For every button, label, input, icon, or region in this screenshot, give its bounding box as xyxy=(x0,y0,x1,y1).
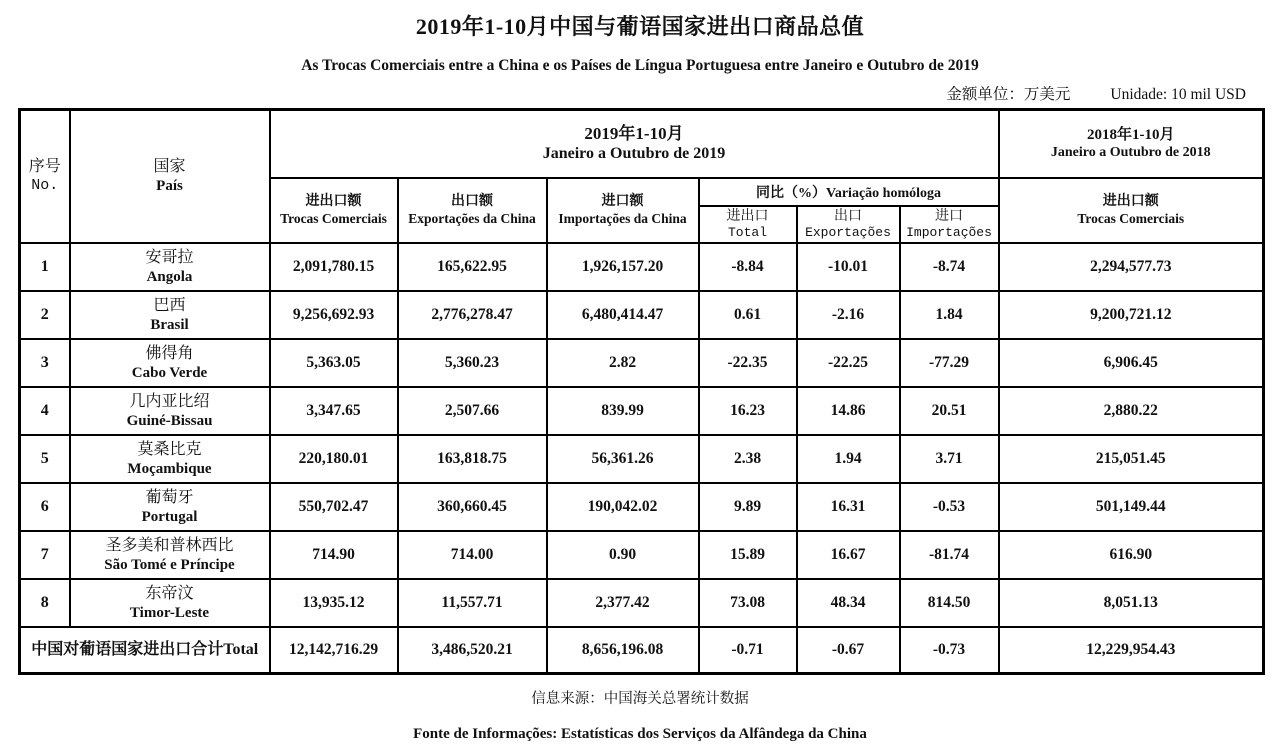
trade-2018-value: 2,294,577.73 xyxy=(999,243,1264,291)
page-title-pt: As Trocas Comerciais entre a China e os Países de Língua Portuguesa entre Janeiro e Outubro de 2019 xyxy=(301,57,979,74)
yoy-export-value: 48.34 xyxy=(797,579,900,627)
total-trade-value: 12,142,716.29 xyxy=(270,627,398,673)
country-cell xyxy=(70,339,270,387)
yoy-export-value: -2.16 xyxy=(797,291,900,339)
country-name-pt: Portugal xyxy=(141,508,198,525)
yoy-total-value: 2.38 xyxy=(699,435,797,483)
imports-value: 6,480,414.47 xyxy=(547,291,699,339)
exports-value: 2,507.66 xyxy=(398,387,547,435)
trade-value: 3,347.65 xyxy=(270,387,398,435)
country-name-zh: 葡萄牙 xyxy=(145,488,194,506)
exports-value: 5,360.23 xyxy=(398,339,547,387)
exports-value: 360,660.45 xyxy=(398,483,547,531)
yoy-import-value: -81.74 xyxy=(900,531,999,579)
total-yoy-total-value: -0.71 xyxy=(699,627,797,673)
row-no: 1 xyxy=(20,243,70,291)
country-name-zh: 几内亚比绍 xyxy=(129,392,210,410)
header-trade-zh: 进出口额 xyxy=(305,194,362,210)
total-yoy-export-value: -0.67 xyxy=(797,627,900,673)
source-note-zh: 信息来源：中国海关总署统计数据 xyxy=(531,690,749,707)
source-note-pt: Fonte de Informações: Estatísticas dos Serviços da Alfândega da China xyxy=(413,725,867,742)
yoy-import-value: -0.53 xyxy=(900,483,999,531)
country-cell xyxy=(70,435,270,483)
yoy-export-value: -10.01 xyxy=(797,243,900,291)
header-period-2018 xyxy=(999,110,1264,178)
table-row xyxy=(20,291,1264,339)
header-yoy-import-zh: 进口 xyxy=(935,208,963,224)
row-no: 8 xyxy=(20,579,70,627)
table-row xyxy=(20,531,1264,579)
trade-value: 5,363.05 xyxy=(270,339,398,387)
header-country xyxy=(70,110,270,244)
header-trade-2018-zh: 进出口额 xyxy=(1102,194,1159,210)
header-period-2018-pt: Janeiro a Outubro de 2018 xyxy=(1050,145,1211,161)
header-trade xyxy=(270,178,398,244)
country-name-pt: Cabo Verde xyxy=(131,364,208,381)
header-trade-pt: Trocas Comerciais xyxy=(280,210,387,226)
header-period-2019-pt: Janeiro a Outubro de 2019 xyxy=(542,145,726,163)
country-cell xyxy=(70,243,270,291)
header-period-2019 xyxy=(270,110,999,178)
page-title-zh: 2019年1-10月中国与葡语国家进出口商品总值 xyxy=(415,14,865,39)
total-yoy-import-value: -0.73 xyxy=(900,627,999,673)
country-name-zh: 圣多美和普林西比 xyxy=(105,536,234,554)
exports-value: 714.00 xyxy=(398,531,547,579)
header-exports-zh: 出口额 xyxy=(451,194,493,210)
country-cell xyxy=(70,531,270,579)
exports-value: 163,818.75 xyxy=(398,435,547,483)
trade-2018-value: 8,051.13 xyxy=(999,579,1264,627)
total-row-label: 中国对葡语国家进出口合计Total xyxy=(20,627,270,673)
header-yoy-export xyxy=(797,206,900,244)
yoy-total-value: 0.61 xyxy=(699,291,797,339)
total-imports-value: 8,656,196.08 xyxy=(547,627,699,673)
trade-value: 2,091,780.15 xyxy=(270,243,398,291)
row-no: 4 xyxy=(20,387,70,435)
header-imports xyxy=(547,178,699,244)
table-row xyxy=(20,387,1264,435)
header-yoy-import xyxy=(900,206,999,244)
trade-value: 714.90 xyxy=(270,531,398,579)
table-row xyxy=(20,483,1264,531)
header-no-pt: No. xyxy=(31,177,59,195)
yoy-total-value: -22.35 xyxy=(699,339,797,387)
header-yoy-total-pt: Total xyxy=(727,225,767,240)
document-header xyxy=(0,0,1280,75)
exports-value: 165,622.95 xyxy=(398,243,547,291)
document-footer xyxy=(0,687,1280,743)
imports-value: 839.99 xyxy=(547,387,699,435)
table-row xyxy=(20,243,1264,291)
yoy-import-value: -8.74 xyxy=(900,243,999,291)
unit-note-pt: Unidade: 10 mil USD xyxy=(1110,86,1246,103)
trade-2018-value: 501,149.44 xyxy=(999,483,1264,531)
country-cell xyxy=(70,579,270,627)
yoy-total-value: -8.84 xyxy=(699,243,797,291)
table-row xyxy=(20,339,1264,387)
row-no: 5 xyxy=(20,435,70,483)
exports-value: 2,776,278.47 xyxy=(398,291,547,339)
yoy-import-value: 814.50 xyxy=(900,579,999,627)
header-yoy-export-zh: 出口 xyxy=(834,208,862,224)
yoy-export-value: -22.25 xyxy=(797,339,900,387)
header-no xyxy=(20,110,70,244)
country-name-pt: São Tomé e Príncipe xyxy=(104,556,235,573)
country-cell xyxy=(70,387,270,435)
country-name-pt: Guiné-Bissau xyxy=(126,412,213,429)
trade-2018-value: 2,880.22 xyxy=(999,387,1264,435)
trade-value: 550,702.47 xyxy=(270,483,398,531)
header-country-pt: País xyxy=(156,178,183,195)
country-name-pt: Timor-Leste xyxy=(129,604,210,621)
yoy-export-value: 14.86 xyxy=(797,387,900,435)
yoy-import-value: -77.29 xyxy=(900,339,999,387)
header-no-zh: 序号 xyxy=(28,158,61,176)
imports-value: 2.82 xyxy=(547,339,699,387)
header-imports-zh: 进口额 xyxy=(601,194,644,210)
yoy-total-value: 16.23 xyxy=(699,387,797,435)
yoy-export-value: 16.31 xyxy=(797,483,900,531)
header-yoy-import-pt: Importações xyxy=(906,225,992,240)
trade-2018-value: 215,051.45 xyxy=(999,435,1264,483)
yoy-import-value: 3.71 xyxy=(900,435,999,483)
header-exports xyxy=(398,178,547,244)
header-yoy-total-zh: 进出口 xyxy=(726,208,769,224)
yoy-import-value: 1.84 xyxy=(900,291,999,339)
total-exports-value: 3,486,520.21 xyxy=(398,627,547,673)
row-no: 7 xyxy=(20,531,70,579)
header-country-zh: 国家 xyxy=(153,158,186,176)
header-yoy-export-pt: Exportações xyxy=(805,225,891,240)
header-period-2018-zh: 2018年1-10月 xyxy=(1087,126,1175,143)
header-imports-pt: Importações da China xyxy=(558,210,687,226)
country-cell xyxy=(70,291,270,339)
header-trade-2018-pt: Trocas Comerciais xyxy=(1077,210,1185,226)
country-name-pt: Brasil xyxy=(150,316,189,333)
row-no: 6 xyxy=(20,483,70,531)
imports-value: 190,042.02 xyxy=(547,483,699,531)
row-no: 3 xyxy=(20,339,70,387)
header-trade-2018 xyxy=(999,178,1264,244)
country-name-pt: Angola xyxy=(146,268,193,285)
exports-value: 11,557.71 xyxy=(398,579,547,627)
table-row xyxy=(20,435,1264,483)
imports-value: 56,361.26 xyxy=(547,435,699,483)
header-period-2019-zh: 2019年1-10月 xyxy=(584,124,684,144)
yoy-total-value: 73.08 xyxy=(699,579,797,627)
header-exports-pt: Exportações da China xyxy=(408,210,536,226)
row-no: 2 xyxy=(20,291,70,339)
total-trade-2018-value: 12,229,954.43 xyxy=(999,627,1264,673)
country-name-zh: 莫桑比克 xyxy=(137,440,202,458)
country-name-pt: Moçambique xyxy=(127,460,212,477)
country-name-zh: 巴西 xyxy=(153,296,186,314)
table-row xyxy=(20,579,1264,627)
imports-value: 1,926,157.20 xyxy=(547,243,699,291)
yoy-total-value: 9.89 xyxy=(699,483,797,531)
country-cell xyxy=(70,483,270,531)
unit-note-zh: 金额单位：万美元 xyxy=(946,86,1071,103)
header-yoy-group-label: 同比（%）Variação homóloga xyxy=(756,185,941,201)
header-yoy-total xyxy=(699,206,797,244)
trade-2018-value: 9,200,721.12 xyxy=(999,291,1264,339)
trade-2018-value: 6,906.45 xyxy=(999,339,1264,387)
trade-table xyxy=(18,108,1265,675)
yoy-total-value: 15.89 xyxy=(699,531,797,579)
trade-value: 13,935.12 xyxy=(270,579,398,627)
country-name-zh: 佛得角 xyxy=(145,344,194,362)
header-yoy-group xyxy=(699,178,999,206)
yoy-export-value: 16.67 xyxy=(797,531,900,579)
yoy-import-value: 20.51 xyxy=(900,387,999,435)
trade-2018-value: 616.90 xyxy=(999,531,1264,579)
imports-value: 2,377.42 xyxy=(547,579,699,627)
country-name-zh: 安哥拉 xyxy=(145,248,194,266)
unit-note xyxy=(0,82,1246,104)
country-name-zh: 东帝汶 xyxy=(145,584,194,602)
imports-value: 0.90 xyxy=(547,531,699,579)
total-row xyxy=(20,627,1264,673)
trade-value: 9,256,692.93 xyxy=(270,291,398,339)
trade-value: 220,180.01 xyxy=(270,435,398,483)
yoy-export-value: 1.94 xyxy=(797,435,900,483)
